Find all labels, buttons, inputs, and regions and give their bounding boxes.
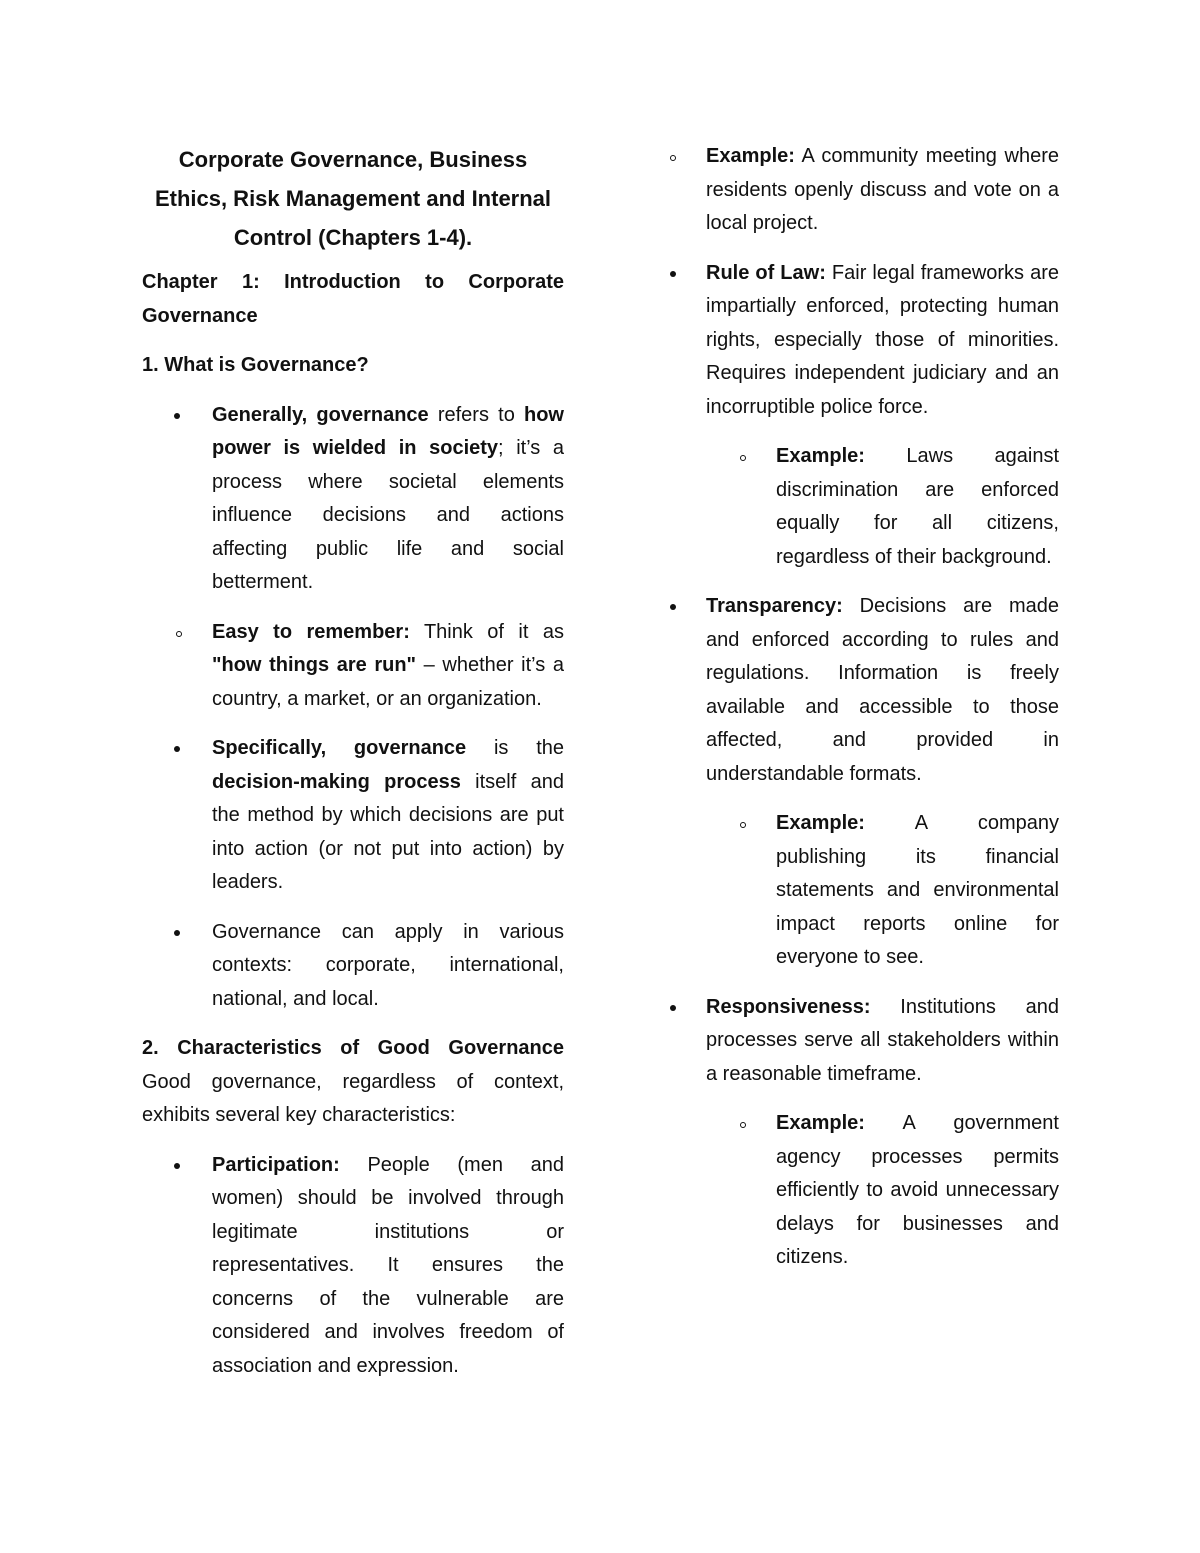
sub-bullet-responsiveness-example: Example: A government agency processes permits efficiently to avoid unnecessary delays for businesses and citizens. — [706, 1107, 1059, 1275]
circle-bullet-icon — [670, 155, 676, 161]
circle-bullet-icon — [176, 631, 182, 637]
bullet-dot-icon — [174, 930, 180, 936]
bullet-specifically: Specifically, governance is the decision-making process itself and the method by which decisions are put into action (or not put into action) by leaders. — [142, 732, 564, 900]
section-heading-what-is-governance: 1. What is Governance? — [142, 354, 369, 376]
bullet-dot-icon — [670, 604, 676, 610]
bullet-participation: Participation: People (men and women) should be involved through legitimate institutions or representatives. It ensures the concerns of the vulnerable are considered and involves freedom of association and expression. — [142, 1149, 564, 1384]
circle-bullet-icon — [740, 1122, 746, 1128]
bullet-responsiveness: Responsiveness: Institutions and processes serve all stakeholders within a reasonable timeframe. — [706, 991, 1059, 1092]
chapter-heading: Chapter 1: Introduction to Corporate Governance — [142, 271, 564, 327]
bullet-transparency: Transparency: Decisions are made and enforced according to rules and regulations. Information is freely available and accessible to those affected, and provided in understandable formats. — [706, 590, 1059, 791]
circle-bullet-icon — [740, 455, 746, 461]
bullet-dot-icon — [174, 413, 180, 419]
bullet-dot-icon — [174, 1163, 180, 1169]
section-heading-characteristics: 2. Characteristics of Good Governance — [142, 1037, 564, 1059]
sub-bullet-transparency-example: Example: A company publishing its financial statements and environmental impact reports online for everyone to see. — [706, 807, 1059, 975]
sub-bullet-rule-of-law-example: Example: Laws against discrimination are enforced equally for all citizens, regardless of their background. — [706, 440, 1059, 574]
bullet-rule-of-law: Rule of Law: Fair legal frameworks are impartially enforced, protecting human rights, especially those of minorities. Requires independent judiciary and an incorruptible police force. — [706, 257, 1059, 425]
left-column — [142, 140, 564, 1399]
document-title: Corporate Governance, Business Ethics, Risk Management and Internal Control (Chapters 1-4). — [154, 147, 552, 250]
bullet-dot-icon — [670, 1005, 676, 1011]
bullet-dot-icon — [670, 271, 676, 277]
bullet-contexts: Governance can apply in various contexts: corporate, international, national, and local. — [142, 916, 564, 1017]
bullet-dot-icon — [174, 746, 180, 752]
circle-bullet-icon — [740, 822, 746, 828]
sub-bullet-participation-example: Example: A community meeting where residents openly discuss and vote on a local project. — [636, 140, 1059, 241]
section-characteristics: 2. Characteristics of Good Governance Good governance, regardless of context, exhibits several key characteristics: — [142, 1037, 564, 1126]
sub-bullet-easy-to-remember: Easy to remember: Think of it as "how things are run" – whether it’s a country, a market, or an organization. — [142, 616, 564, 717]
right-column — [706, 140, 1059, 1291]
bullet-generally: Generally, governance refers to how power is wielded in society; it’s a process where societal elements influence decisions and actions affecting public life and social betterment. — [142, 399, 564, 600]
